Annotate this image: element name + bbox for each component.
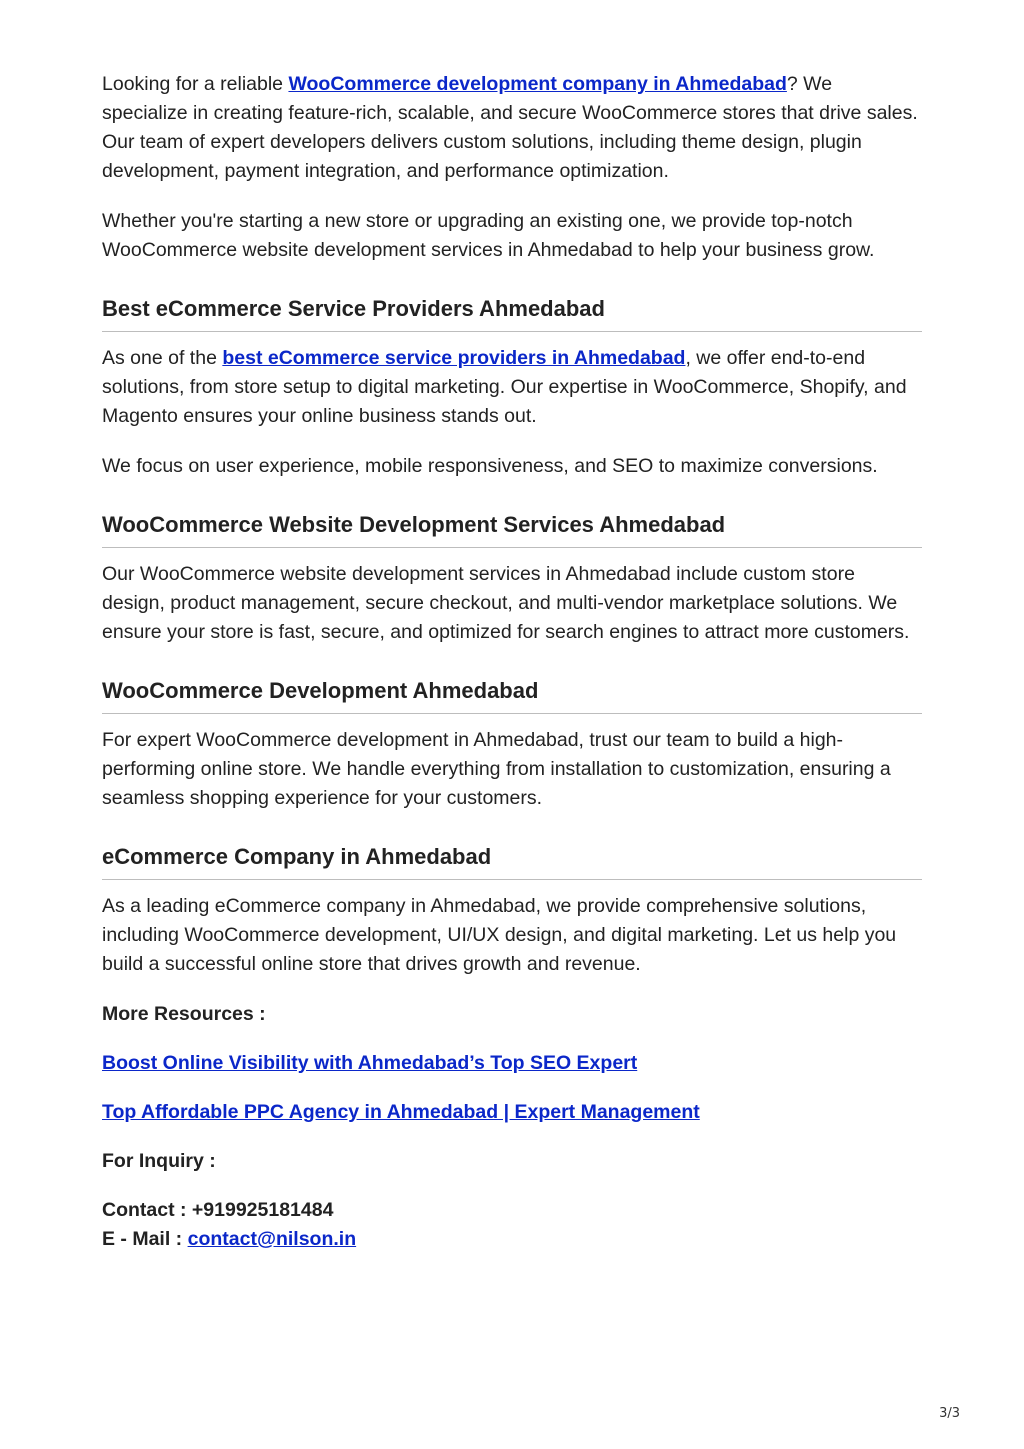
- best-ecommerce-providers-link[interactable]: best eCommerce service providers in Ahmedabad: [222, 347, 686, 369]
- intro-text-before: Looking for a reliable: [102, 73, 289, 95]
- section1-text-before: As one of the: [102, 347, 223, 369]
- contact-phone: Contact : +919925181484: [102, 1199, 334, 1221]
- email-label: E - Mail :: [102, 1228, 188, 1250]
- more-resources-label: More Resources :: [102, 1003, 266, 1025]
- section-heading-woocommerce-website-dev: WooCommerce Website Development Services Ahmedabad: [102, 511, 922, 548]
- intro-paragraph-2: Whether you're starting a new store or upgrading an existing one, we provide top-notch WooCommerce website development services in Ahmedabad to help your business grow.: [102, 210, 875, 261]
- woocommerce-development-company-link[interactable]: WooCommerce development company in Ahmedabad: [288, 73, 787, 95]
- section4-paragraph-1: As a leading eCommerce company in Ahmedabad, we provide comprehensive solutions, including WooCommerce development, UI/UX design, and digital marketing. Let us help you build a successful online store that drives growth and revenue.: [102, 895, 897, 975]
- intro-text-after: ? We specialize in creating feature-rich, scalable, and secure WooCommerce stores that drive sales. Our team of expert developers delivers custom solutions, including theme design, plugin development, payment integration, and performance optimization.: [102, 73, 918, 182]
- section1-paragraph-2: We focus on user experience, mobile responsiveness, and SEO to maximize conversions.: [102, 455, 878, 477]
- section-heading-best-ecommerce: Best eCommerce Service Providers Ahmedabad: [102, 295, 922, 332]
- section2-paragraph-1: Our WooCommerce website development services in Ahmedabad include custom store design, product management, secure checkout, and multi-vendor marketplace solutions. We ensure your store is fast, secure, and optimized for search engines to attract more customers.: [102, 563, 910, 643]
- section-heading-ecommerce-company: eCommerce Company in Ahmedabad: [102, 843, 922, 880]
- intro-paragraph-1: [102, 70, 922, 186]
- page-number: 3/3: [939, 1406, 960, 1421]
- section3-paragraph-1: For expert WooCommerce development in Ahmedabad, trust our team to build a high-performing online store. We handle everything from installation to customization, ensuring a seamless shopping experience for your customers.: [102, 729, 891, 809]
- contact-email-row: [102, 1225, 922, 1254]
- section1-text-after: , we offer end-to-end solutions, from store setup to digital marketing. Our expertise in WooCommerce, Shopify, and Magento ensures your online business stands out.: [102, 347, 907, 427]
- ppc-agency-link[interactable]: Top Affordable PPC Agency in Ahmedabad | Expert Management: [102, 1101, 700, 1123]
- document-body: [102, 70, 922, 1254]
- section1-paragraph-1: [102, 344, 922, 431]
- for-inquiry-label: For Inquiry :: [102, 1150, 216, 1172]
- seo-expert-link[interactable]: Boost Online Visibility with Ahmedabad’s Top SEO Expert: [102, 1052, 638, 1074]
- email-link[interactable]: contact@nilson.in: [187, 1228, 357, 1250]
- contact-block: [102, 1196, 922, 1254]
- section-heading-woocommerce-dev: WooCommerce Development Ahmedabad: [102, 677, 922, 714]
